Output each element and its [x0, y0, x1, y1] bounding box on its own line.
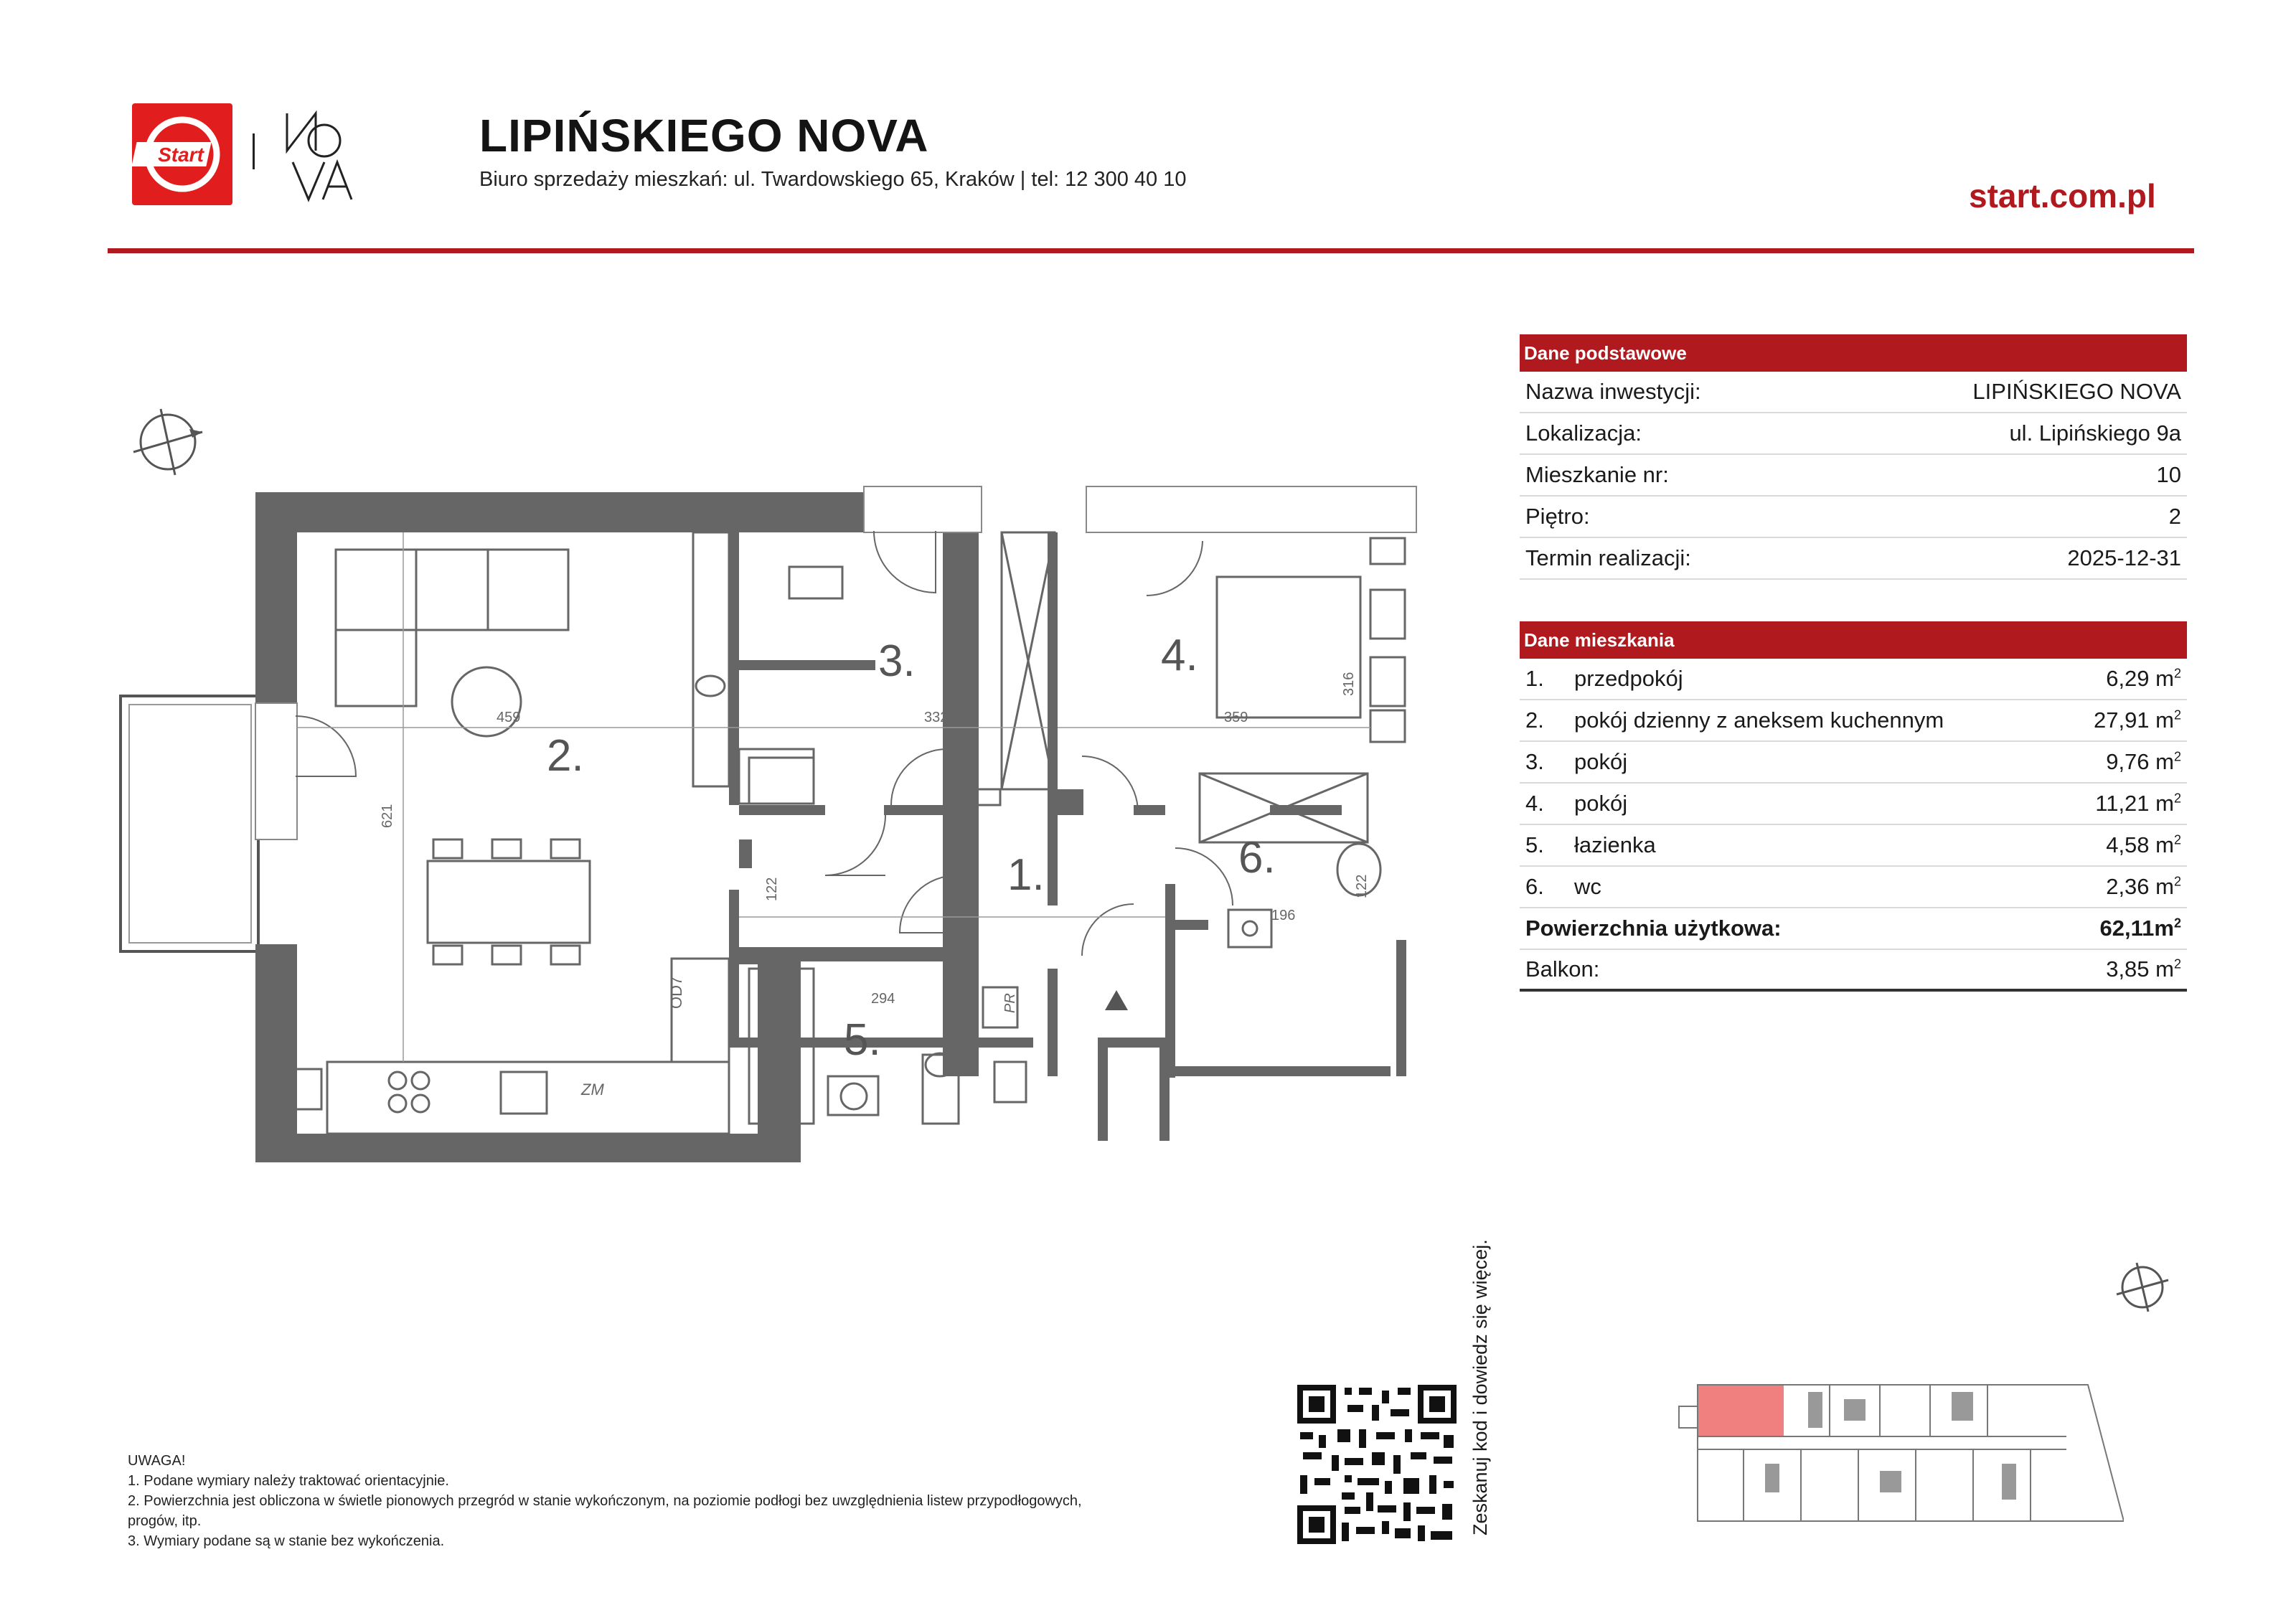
balcony-row: Balkon: 3,85 $m^2$ — [1520, 950, 2187, 992]
room-row: 1. przedpokój 6,29 $m^2$ — [1520, 659, 2187, 700]
notes — [128, 1451, 1082, 1551]
room-label-5: 5. — [844, 1015, 881, 1065]
dimension: 478 — [943, 902, 967, 918]
basic-label: Lokalizacja: — [1525, 420, 1642, 446]
notes-title: UWAGA! — [128, 1453, 186, 1469]
apartment-highlight — [1698, 1385, 1784, 1436]
dimension: 172 — [964, 870, 979, 894]
sales-office-info: Biuro sprzedaży mieszkań: ul. Twardowskiego 65, Kraków | tel: 12 300 40 10 — [479, 168, 1187, 191]
fixture-label: OD7 — [667, 976, 685, 1009]
header-divider — [108, 248, 2194, 253]
compass-icon — [133, 409, 202, 475]
fixture-label: ZM — [581, 1081, 604, 1099]
start-logo — [132, 103, 232, 205]
basic-label: Termin realizacji: — [1525, 545, 1691, 570]
dimension: 122 — [764, 877, 780, 901]
basic-value: 2 — [2168, 504, 2181, 529]
room-label-2: 2. — [547, 731, 584, 781]
apartment-data-heading: Dane mieszkania — [1520, 621, 2187, 659]
basic-label: Piętro: — [1525, 504, 1590, 529]
dimension: 332 — [924, 710, 949, 725]
usable-area-row: Powierzchnia użytkowa: $62,11m^2$ — [1520, 908, 2187, 950]
room-row: 5. łazienka 4,58 $m^2$ — [1520, 825, 2187, 867]
room-row: 6. wc 2,36 $m^2$ — [1520, 867, 2187, 908]
basic-label: Nazwa inwestycji: — [1525, 379, 1701, 404]
nova-logo — [280, 106, 359, 207]
dimension: 316 — [1341, 672, 1357, 696]
room-label-4: 4. — [1161, 631, 1198, 680]
basic-value: LIPIŃSKIEGO NOVA — [1972, 379, 2181, 404]
dimension: 167 — [949, 1020, 965, 1045]
balcony — [121, 696, 258, 951]
dimension: 122 — [1354, 874, 1370, 898]
room-row: 2. pokój dzienny z aneksem kuchennym 27,91 $m^2$ — [1520, 700, 2187, 742]
room-label-3: 3. — [878, 636, 916, 686]
note-item: 3. Wymiary podane są w stanie bez wykończenia. — [128, 1533, 445, 1549]
basic-label: Mieszkanie nr: — [1525, 462, 1669, 487]
start-logo-text: Start — [158, 144, 204, 166]
basic-value: 2025-12-31 — [2067, 545, 2181, 570]
dimension: 266 — [965, 646, 981, 670]
logo-separator — [253, 133, 255, 169]
compass-icon — [2115, 1260, 2170, 1314]
fixture-label: PR — [1002, 993, 1018, 1013]
basic-value: 10 — [2156, 462, 2181, 487]
note-item: progów, itp. — [128, 1513, 202, 1529]
page-title: LIPIŃSKIEGO NOVA — [479, 110, 929, 161]
floor-plan — [108, 402, 1457, 1162]
dimension: 196 — [1271, 908, 1296, 923]
key-plan — [1665, 1378, 2124, 1528]
room-label-1: 1. — [1007, 850, 1045, 900]
room-row: 3. pokój 9,76 $m^2$ — [1520, 742, 2187, 784]
note-item: 1. Podane wymiary należy traktować orientacyjnie. — [128, 1473, 449, 1489]
qr-code[interactable] — [1297, 1385, 1457, 1544]
website-link[interactable]: start.com.pl — [1969, 177, 2156, 215]
room-label-6: 6. — [1238, 833, 1276, 883]
apartment-data-table — [1520, 621, 2187, 992]
note-item: 2. Powierzchnia jest obliczona w świetle pionowych przegród w stanie wykończonym, na poziomie podłogi bez uwzględnienia listew przypodłogowych, — [128, 1493, 1082, 1509]
dimension: 459 — [497, 710, 521, 725]
basic-value: ul. Lipińskiego 9a — [2009, 420, 2181, 446]
room-row: 4. pokój 11,21 $m^2$ — [1520, 784, 2187, 825]
entrance-icon — [1105, 990, 1128, 1010]
basic-data-heading: Dane podstawowe — [1520, 334, 2187, 372]
dimension: 359 — [1224, 710, 1248, 725]
dimension: 621 — [380, 804, 395, 828]
qr-caption: Zeskanuj kod i dowiedz się więcej. — [1469, 1239, 1491, 1535]
dimension: 294 — [871, 991, 895, 1007]
basic-data-table — [1520, 334, 2187, 580]
